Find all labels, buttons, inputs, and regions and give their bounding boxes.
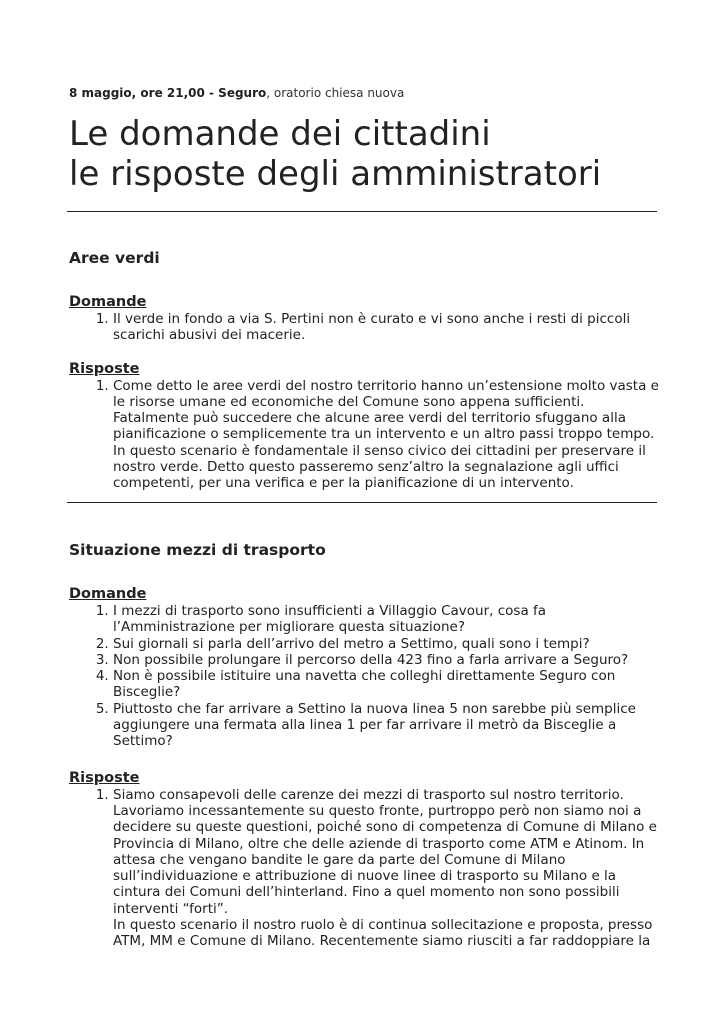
list-item: 2. Sui giornali si parla dell’arrivo del metro a Settimo, quali sono i tempi? xyxy=(113,636,659,652)
answers-list xyxy=(69,787,659,950)
answers-heading: Risposte xyxy=(69,360,140,377)
section-title: Situazione mezzi di trasporto xyxy=(69,541,326,559)
answer-paragraph: 1. Siamo consapevoli delle carenze dei mezzi di trasporto sul nostro territorio. Lavoriamo incessantemente su questo fronte, purtroppo però non siamo noi a decidere su queste questioni, poiché sono di competenza di Comune di Milano e Provincia di Milano, oltre che delle aziende di trasporto come ATM e Atinom. In attesa che vengano bandite le gare da parte del Comune di Milano sull’individuazione e attribuzione di nuove linee di trasporto su Milano e la cintura dei Comuni dell’hinterland. Fino a quel momento non sono possibili interventi “forti”. xyxy=(113,786,657,917)
event-date-location: 8 maggio, ore 21,00 - Seguro xyxy=(69,86,267,100)
list-item: 3. Non possibile prolungare il percorso della 423 fino a farla arrivare a Seguro? xyxy=(113,652,659,668)
list-item: 5. Piuttosto che far arrivare a Settino la nuova linea 5 non sarebbe più semplice aggiungere una fermata alla linea 1 per far arrivare il metrò da Bisceglie a Settimo? xyxy=(113,701,659,750)
title-line-2: le risposte degli amministratori xyxy=(69,154,602,194)
list-item: 1. I mezzi di trasporto sono insufficienti a Villaggio Cavour, cosa fa l’Amministrazione per migliorare questa situazione? xyxy=(113,603,659,636)
divider xyxy=(67,211,657,212)
questions-list xyxy=(69,311,659,344)
event-venue: , oratorio chiesa nuova xyxy=(266,86,405,100)
section-aree-verdi xyxy=(69,248,659,492)
answer-paragraph: In questo scenario il nostro ruolo è di continua sollecitazione e proposta, presso ATM, MM e Comune di Milano. Recentemente siamo riusciti a far raddoppiare la xyxy=(113,917,653,950)
divider xyxy=(67,502,657,503)
page-title xyxy=(69,114,601,194)
section-title: Aree verdi xyxy=(69,249,160,267)
questions-heading: Domande xyxy=(69,294,147,310)
event-info xyxy=(69,86,404,100)
title-line-1: Le domande dei cittadini xyxy=(69,114,491,154)
list-item: 1. Come detto le aree verdi del nostro territorio hanno un’estensione molto vasta e le risorse umane ed economiche del Comune sono appena sufficienti. Fatalmente può succedere che alcune aree verdi del territorio sfuggano alla pianificazione o semplicemente tra un intervento e un altro passi troppo tempo. In questo scenario è fondamentale il senso civico dei cittadini per preservare il nostro verde. Detto questo passeremo senz’altro la segnalazione agli uffici competenti, per una verifica e per la pianificazione di un intervento. xyxy=(113,378,659,492)
section-trasporti xyxy=(69,540,659,950)
questions-list xyxy=(69,603,659,750)
list-item xyxy=(113,787,659,950)
answers-heading: Risposte xyxy=(69,769,140,786)
list-item: 1. Il verde in fondo a via S. Pertini non è curato e vi sono anche i resti di piccoli scarichi abusivi dei macerie. xyxy=(113,311,659,344)
list-item: 4. Non è possibile istituire una navetta che colleghi direttamente Seguro con Bisceglie? xyxy=(113,668,659,701)
answers-list xyxy=(69,378,659,492)
questions-heading: Domande xyxy=(69,586,147,602)
